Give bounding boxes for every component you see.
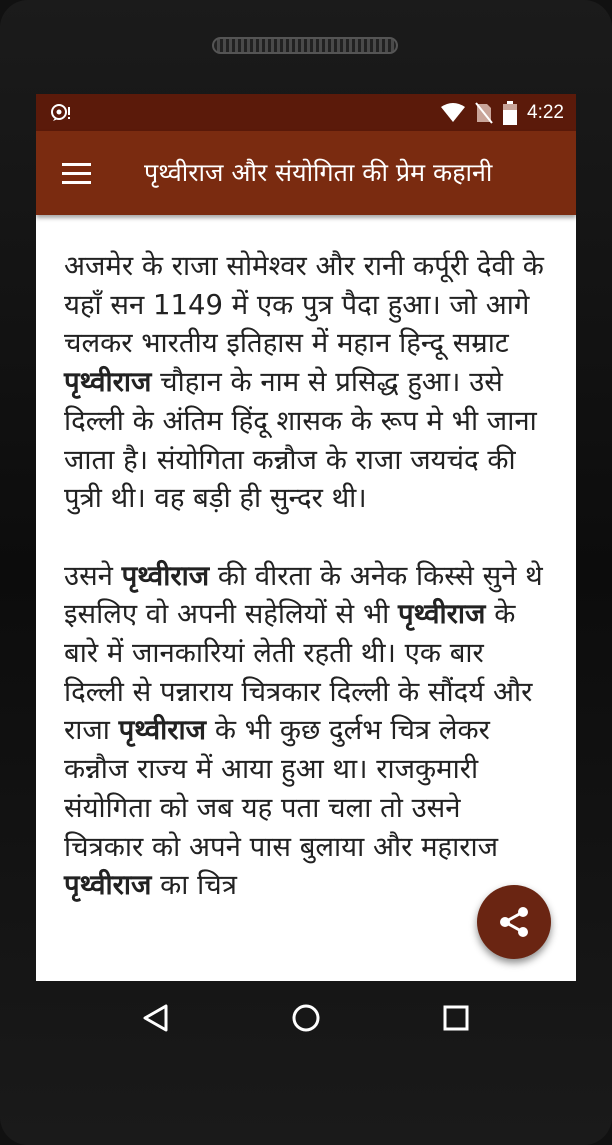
share-icon bbox=[496, 904, 532, 940]
battery-icon bbox=[503, 101, 517, 125]
recents-icon[interactable] bbox=[439, 1001, 473, 1035]
story-text-run: के बारे में जानकारियां लेती रहती थी। एक बार दिल्ली से पन्नाराय चित्रकार दिल्ली के सौंदर्य और राजा bbox=[64, 598, 533, 747]
story-text-run: का चित्र bbox=[151, 869, 237, 902]
share-button[interactable] bbox=[477, 885, 551, 959]
story-text-run: चौहान के नाम से प्रसिद्ध हुआ। उसे दिल्ली के अंतिम हिंदू शासक के रूप मे भी जाना जाता है। संयोगिता कन्नौज के राजा जयचंद की पुत्री थी। वह बड़ी ही सुन्दर थी। bbox=[64, 366, 537, 515]
story-text bbox=[36, 215, 576, 905]
highlighted-name: पृथ्वीराज bbox=[64, 366, 152, 399]
navigation-bar bbox=[0, 981, 612, 1053]
story-text-run: उसने bbox=[64, 559, 122, 592]
home-icon[interactable] bbox=[289, 1001, 323, 1035]
speaker-grille bbox=[212, 37, 398, 54]
screen bbox=[36, 94, 576, 981]
highlighted-name: पृथ्वीराज bbox=[64, 869, 152, 902]
highlighted-name: पृथ्वीराज bbox=[118, 714, 207, 747]
story-content[interactable] bbox=[36, 215, 576, 981]
app-bar bbox=[36, 131, 576, 215]
back-icon[interactable] bbox=[139, 1001, 173, 1035]
notification-icon bbox=[50, 102, 72, 122]
wifi-icon bbox=[441, 103, 465, 123]
page-title: पृथ्वीराज और संयोगिता की प्रेम कहानी bbox=[144, 158, 493, 187]
hamburger-menu-icon[interactable] bbox=[56, 153, 96, 193]
story-text-run: अजमेर के राजा सोमेश्वर और रानी कर्पूरी देवी के यहाँ सन 1149 में एक पुत्र पैदा हुआ। जो आगे चलकर भारतीय इतिहास में महान हिन्दू सम्राट bbox=[64, 250, 544, 360]
story-paragraph-1 bbox=[64, 247, 548, 518]
story-text-run: की वीरता के अनेक किस्से सुने थे इसलिए वो अपनी सहेलियों से भी bbox=[64, 559, 543, 631]
status-time: 4:22 bbox=[527, 102, 564, 123]
highlighted-name: पृथ्वीराज bbox=[121, 559, 210, 592]
story-text-run: के भी कुछ दुर्लभ चित्र लेकर कन्नौज राज्य में आया हुआ था। राजकुमारी संयोगिता को जब यह पता चला तो उसने चित्रकार को अपने पास बुलाया और महाराज bbox=[64, 714, 499, 863]
no-sim-icon bbox=[475, 102, 493, 124]
highlighted-name: पृथ्वीराज bbox=[398, 598, 486, 631]
story-paragraph-2 bbox=[64, 557, 548, 905]
status-bar bbox=[36, 94, 576, 131]
